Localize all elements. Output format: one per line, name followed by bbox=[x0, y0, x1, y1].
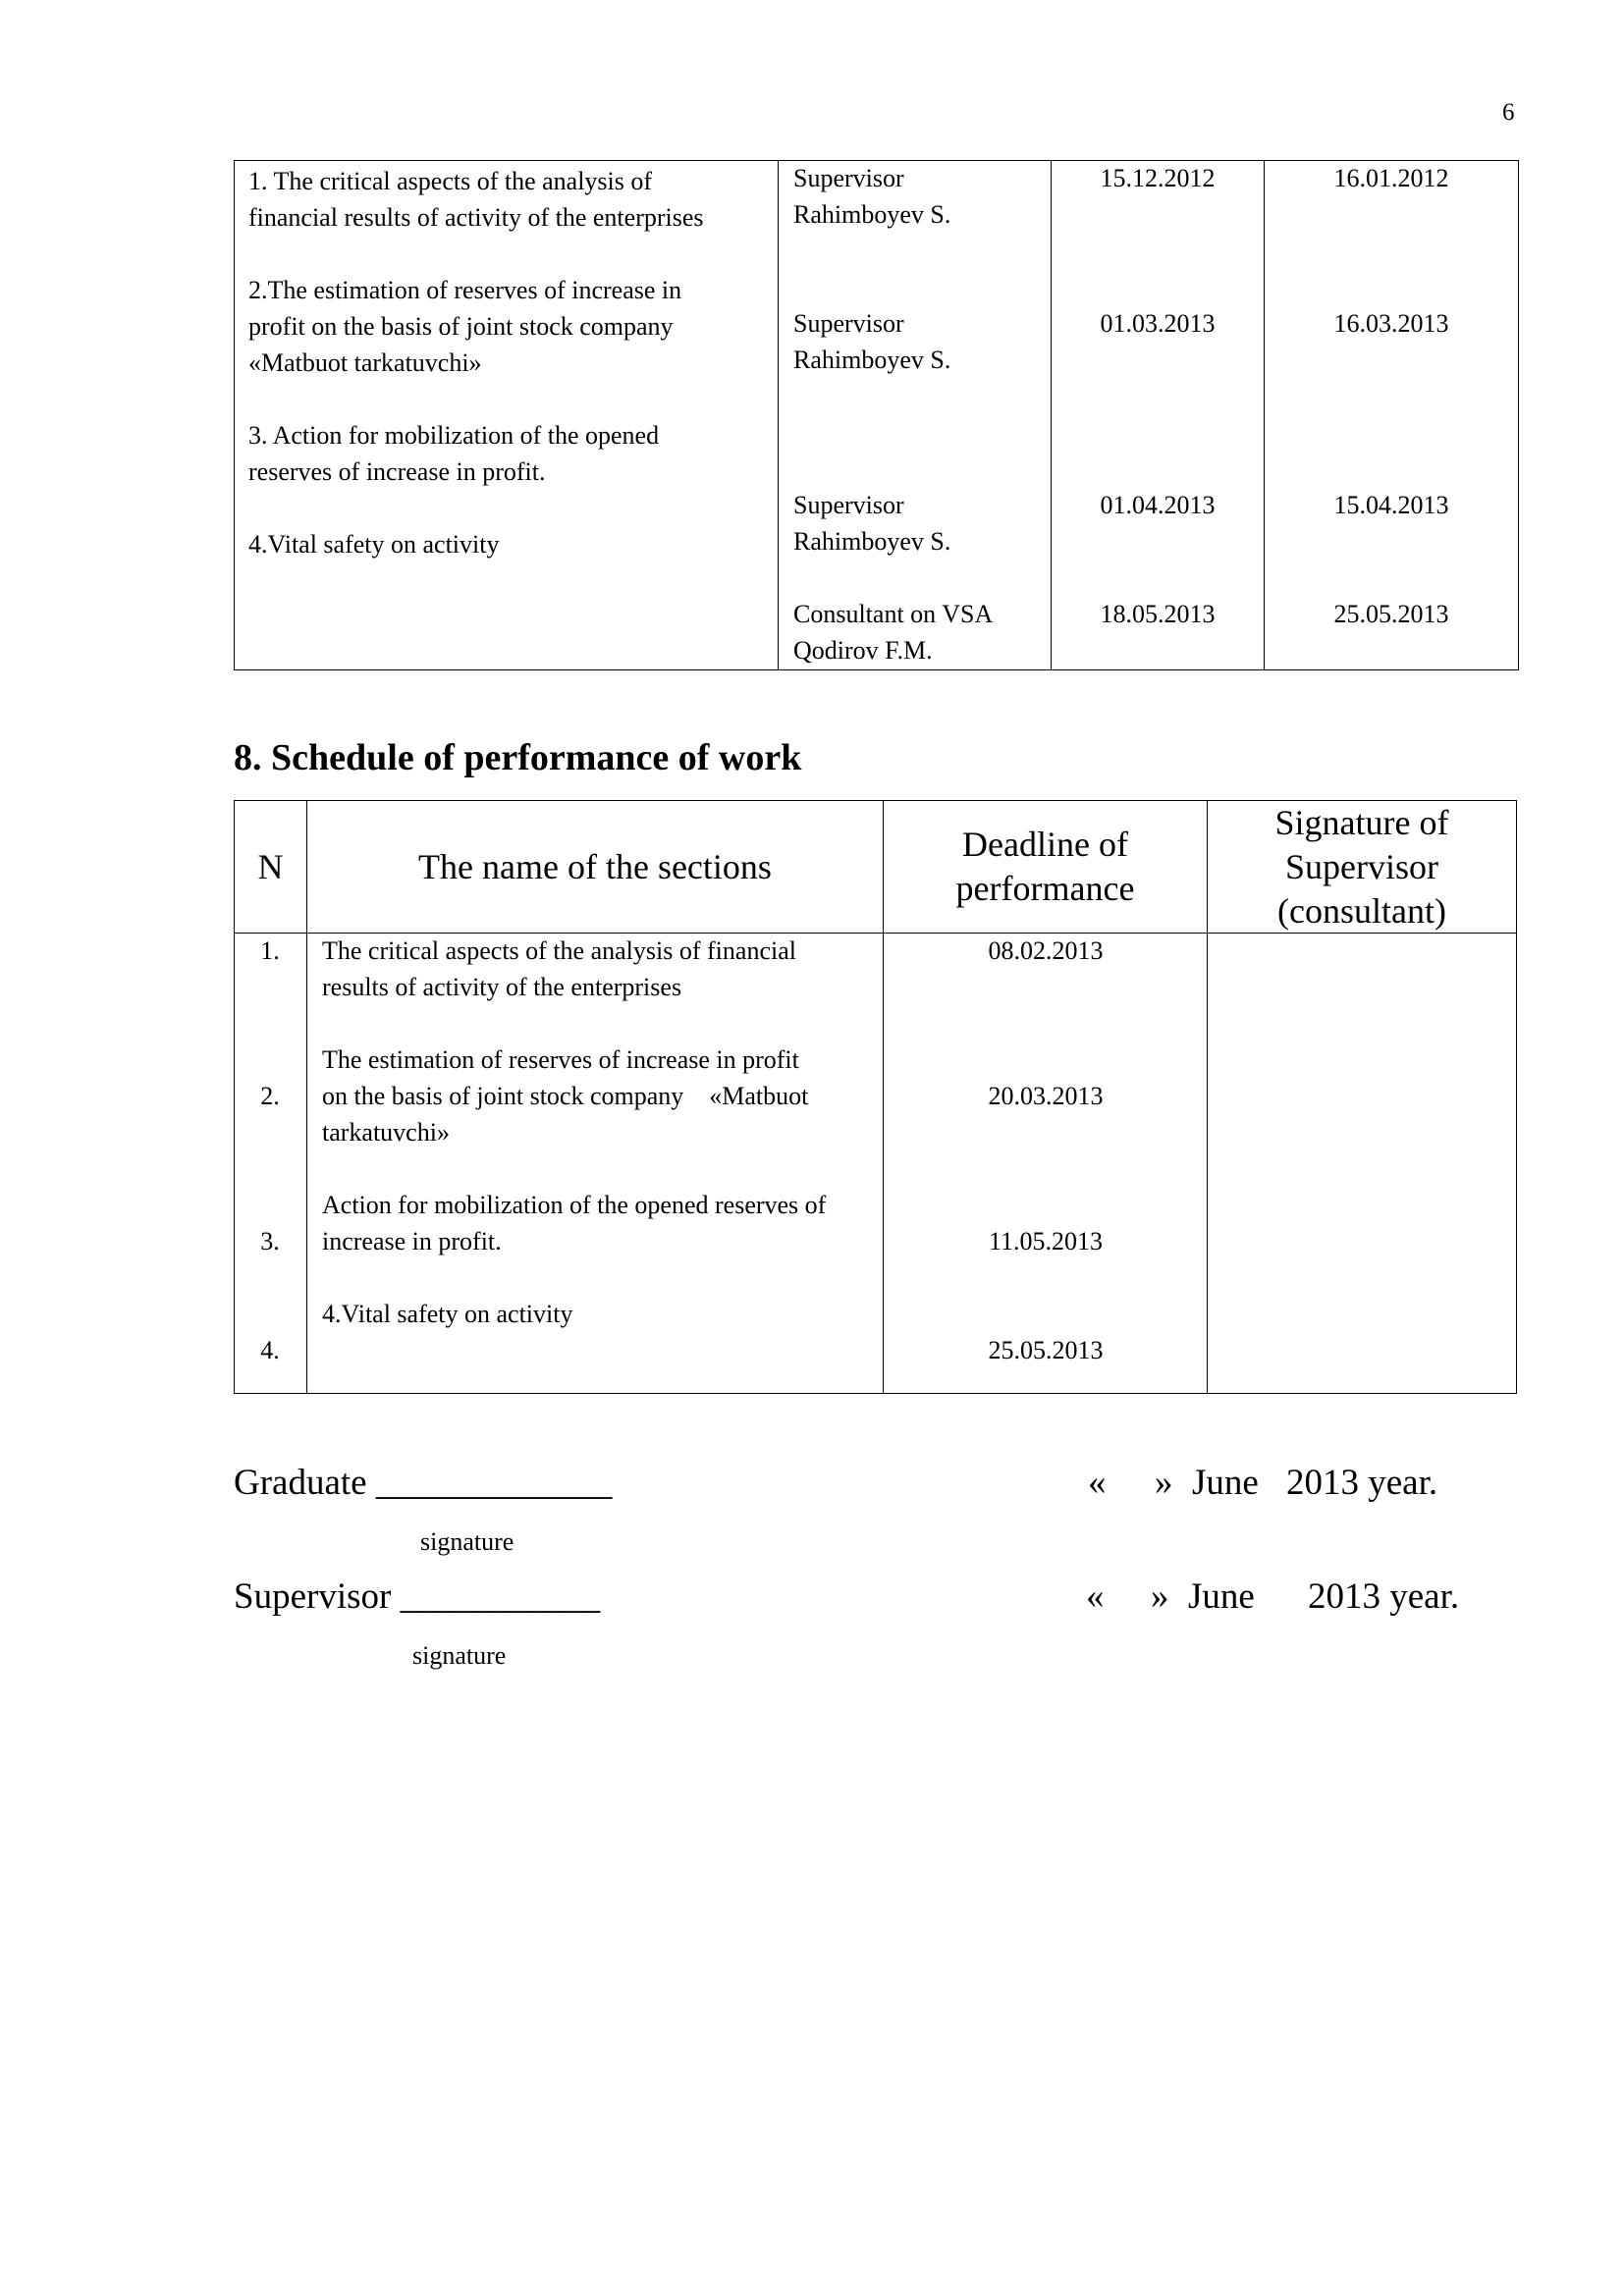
date-year: 2013 year. bbox=[1308, 1576, 1460, 1617]
section-text: profit on the basis of joint stock company bbox=[248, 312, 674, 341]
deadline-date: 11.05.2013 bbox=[988, 1227, 1104, 1255]
column-divider bbox=[1051, 161, 1052, 669]
deadline-date: 20.03.2013 bbox=[988, 1082, 1104, 1110]
section-heading: 8. Schedule of performance of work bbox=[234, 737, 802, 778]
end-date: 16.01.2012 bbox=[1333, 164, 1449, 192]
date-month: June bbox=[1188, 1576, 1255, 1617]
date-year: 2013 year. bbox=[1286, 1463, 1438, 1503]
section-name: Action for mobilization of the opened reserves of bbox=[322, 1191, 827, 1219]
section-text: 4.Vital safety on activity bbox=[248, 530, 500, 559]
start-date: 15.12.2012 bbox=[1100, 164, 1216, 192]
consultant-name: Rahimboyev S. bbox=[793, 527, 951, 556]
open-quote: « bbox=[1088, 1463, 1107, 1503]
section-name: results of activity of the enterprises bbox=[322, 973, 682, 1001]
header-signature-line: Supervisor bbox=[1285, 846, 1438, 886]
open-quote: « bbox=[1086, 1576, 1105, 1617]
consultant-name: Qodirov F.M. bbox=[793, 636, 933, 665]
section-name: The estimation of reserves of increase in profit bbox=[322, 1045, 799, 1074]
section-name: tarkatuvchi» bbox=[322, 1118, 450, 1147]
header-signature bbox=[1208, 801, 1516, 933]
graduate-signature-caption: signature bbox=[420, 1527, 514, 1556]
deadline-date: 08.02.2013 bbox=[988, 936, 1104, 965]
start-date: 01.03.2013 bbox=[1100, 309, 1216, 338]
end-date: 16.03.2013 bbox=[1333, 309, 1449, 338]
column-divider bbox=[778, 161, 779, 669]
row-number: 4. bbox=[260, 1336, 280, 1364]
header-deadline-line: Deadline of bbox=[962, 825, 1128, 864]
section-text: 3. Action for mobilization of the opened bbox=[248, 421, 660, 450]
end-date: 15.04.2013 bbox=[1333, 491, 1449, 519]
section-name: The critical aspects of the analysis of financial bbox=[322, 936, 796, 965]
section-text: 1. The critical aspects of the analysis of bbox=[248, 167, 653, 195]
date-month: June bbox=[1192, 1463, 1259, 1503]
consultants-table bbox=[234, 160, 1519, 670]
supervisor-signature-caption: signature bbox=[412, 1641, 507, 1670]
deadline-date: 25.05.2013 bbox=[988, 1336, 1104, 1364]
start-date: 18.05.2013 bbox=[1100, 600, 1216, 628]
start-date: 01.04.2013 bbox=[1100, 491, 1216, 519]
consultant-role: Supervisor bbox=[793, 491, 904, 519]
schedule-table bbox=[234, 800, 1517, 1394]
consultant-role: Supervisor bbox=[793, 164, 904, 192]
row-number: 3. bbox=[260, 1227, 280, 1255]
header-deadline bbox=[884, 801, 1207, 933]
page-number: 6 bbox=[1502, 99, 1515, 126]
row-number: 2. bbox=[260, 1082, 280, 1110]
section-text: financial results of activity of the enterprises bbox=[248, 203, 704, 232]
section-text: 2.The estimation of reserves of increase in bbox=[248, 276, 682, 304]
row-number: 1. bbox=[260, 936, 280, 965]
consultant-role: Supervisor bbox=[793, 309, 904, 338]
section-name: 4.Vital safety on activity bbox=[322, 1300, 573, 1328]
header-signature-line: Signature of bbox=[1274, 802, 1449, 842]
section-text: «Matbuot tarkatuvchi» bbox=[248, 348, 482, 377]
header-section-name: The name of the sections bbox=[418, 846, 772, 886]
consultant-name: Rahimboyev S. bbox=[793, 346, 951, 374]
header-signature-line: (consultant) bbox=[1277, 890, 1446, 931]
supervisor-signature-line: Supervisor ___________ bbox=[234, 1576, 601, 1617]
header-n: N bbox=[257, 846, 284, 886]
section-text: reserves of increase in profit. bbox=[248, 457, 546, 486]
end-date: 25.05.2013 bbox=[1333, 600, 1449, 628]
graduate-signature-line: Graduate _____________ bbox=[234, 1463, 613, 1503]
close-quote: » bbox=[1155, 1463, 1173, 1503]
graduate-date bbox=[1088, 1461, 1481, 1506]
supervisor-date bbox=[1086, 1575, 1498, 1620]
section-name: on the basis of joint stock company «Matbuot bbox=[322, 1082, 809, 1110]
header-deadline-line: performance bbox=[955, 869, 1135, 908]
consultant-name: Rahimboyev S. bbox=[793, 200, 951, 229]
column-divider bbox=[1264, 161, 1265, 669]
consultant-role: Consultant on VSA bbox=[793, 600, 994, 628]
section-name: increase in profit. bbox=[322, 1227, 502, 1255]
close-quote: » bbox=[1151, 1576, 1169, 1617]
